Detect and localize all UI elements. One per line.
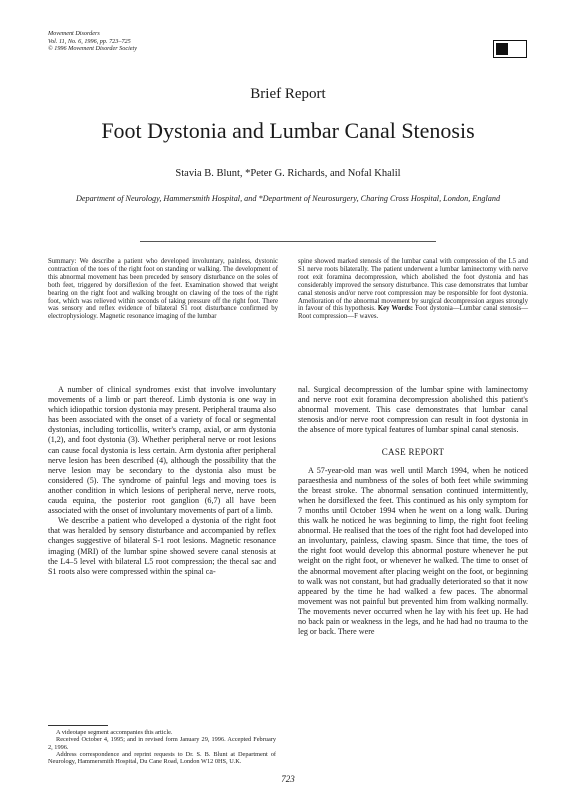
case-report-heading: CASE REPORT (381, 447, 445, 458)
abstract-left: Summary: We describe a patient who developed involuntary, painless, dystonic contraction of the toes of the right foot on standing or walking. The development of this abnormal movement has been preceded by sensory disturbance on the soles of both feet, triggered by dorsiflexion of the feet. Examination showed that weight bearing on the right foot and walking brought on clawing of the toes of the right foot, which was relieved within seconds of taking pressure off the right foot. There was sensory and reflex evidence of bilateral S1 root disturbance confirmed by electrophysiology. Magnetic resonance imaging of the lumbar (48, 258, 278, 321)
footnote-divider (48, 725, 108, 726)
affiliation: Department of Neurology, Hammersmith Hospital, and *Department of Neurosurgery, Charing Cross Hospital, London, England (75, 194, 501, 203)
body-column-right (298, 385, 528, 637)
title-divider (140, 241, 436, 242)
journal-header (48, 30, 137, 53)
footnote-received: Received October 4, 1995; and in revised form January 29, 1996. Accepted February 2, 1996. (48, 736, 276, 751)
publisher-logo (493, 40, 527, 58)
body-column-left (48, 385, 276, 577)
keywords: Foot dystonia—Lumbar canal stenosis—Root compression—F waves. (298, 305, 529, 321)
abstract-right (298, 258, 528, 321)
footnote-video: A videotape segment accompanies this article. (56, 729, 173, 736)
page-number: 723 (281, 774, 295, 784)
intro-paragraph-continued: nal. Surgical decompression of the lumbar spine with laminectomy and nerve root exit foramina decompression abolished this patient's abnormal movement. This case demonstrates that lumbar canal stenosis and/or nerve root compression can result in foot dystonia in the absence of more typical features of lumbar spinal canal stenosis. (298, 385, 528, 435)
intro-paragraph-1: A number of clinical syndromes exist that involve involuntary movements of a limb or part thereof. Limb dystonia is one way in which idiopathic torsion dystonia may present. Peripheral trauma also has been associated with the onset of a variety of focal or segmental dystonias, including torticollis, writer's cramp, axial, or arm dystonia (1,2), and foot dystonia (3). Whether peripheral nerve or root lesions can cause focal dystonia is less certain. Arm dystonia after peripheral nerve lesion has been described (4), although the possibility that the nerve lesion may be secondary to the dystonia also must be considered (5). The syndrome of painful legs and moving toes is another condition in which lesions of peripheral nerve, nerve roots, cauda equina, the posterior root ganglion (6,7) all have been associated with the onset of involuntary movements of part of a limb. (48, 385, 276, 516)
keywords-label: Key Words: (377, 305, 414, 313)
journal-name: Movement Disorders (48, 30, 100, 37)
journal-volume: Vol. 11, No. 6, 1996, pp. 723–725 (48, 37, 131, 45)
article-title: Foot Dystonia and Lumbar Canal Stenosis (101, 118, 475, 143)
author-list: Stavia B. Blunt, *Peter G. Richards, and Nofal Khalil (175, 168, 401, 179)
section-label: Brief Report (250, 86, 326, 102)
case-report-paragraph: A 57-year-old man was well until March 1994, when he noticed paraesthesia and numbness of the soles of both feet while swimming the breast stroke. The abnormal sensation continued intermittently, when he dorsiflexed the feet. This continued as his only symptom for 7 months until October 1994 when he went on a long walk. During this walk he noticed he was beginning to limp, the right foot feeling abnormal. He realised that the toes of the right foot had developed into an involuntary, painless, clawing spasm. Since that time, the toes of the right foot would develop this abnormal posture whenever he put weight on the right foot, or whenever he walked. The time to onset of the abnormal movement after placing weight on the foot, or beginning to walk was not constant, but had gradually deteriorated so that it now appeared by the time he had walked a few paces. The abnormal movement was not painful but prevented him from walking normally. The movements never occurred when he lay with his feet up. He had no back pain or weakness in the legs, and he had had no trauma to the leg or back. There were (298, 465, 528, 637)
intro-paragraph-2: We describe a patient who developed a dystonia of the right foot that was heralded by sensory disturbance and accompanied by reflex changes suggestive of bilateral S-1 root lesions. Magnetic resonance imaging (MRI) of the lumbar spine showed severe canal stenosis at the L4–5 level with bilateral L5 root compression; the thecal sac and S1 roots also were compressed within the spinal ca- (48, 516, 276, 576)
abstract-right-text: spine showed marked stenosis of the lumbar canal with compression of the L5 and S1 nerve roots bilaterally. The patient underwent a lumbar laminectomy with nerve root exit foramina decompression, which abolished the foot dystonia and has considerably improved the sensory disturbance. This case demonstrates that lumbar canal stenosis and/or nerve root compression may be responsible for foot dystonia. Amelioration of the abnormal movement by surgical decompression argues strongly in favour of this hypothesis. (298, 258, 528, 313)
footnote-address: Address correspondence and reprint requests to Dr. S. B. Blunt at Department of Neurology, Hammersmith Hospital, Du Cane Road, London W12 0HS, U.K. (48, 750, 276, 766)
journal-copyright: © 1996 Movement Disorder Society (48, 45, 138, 53)
footnotes (48, 729, 276, 765)
